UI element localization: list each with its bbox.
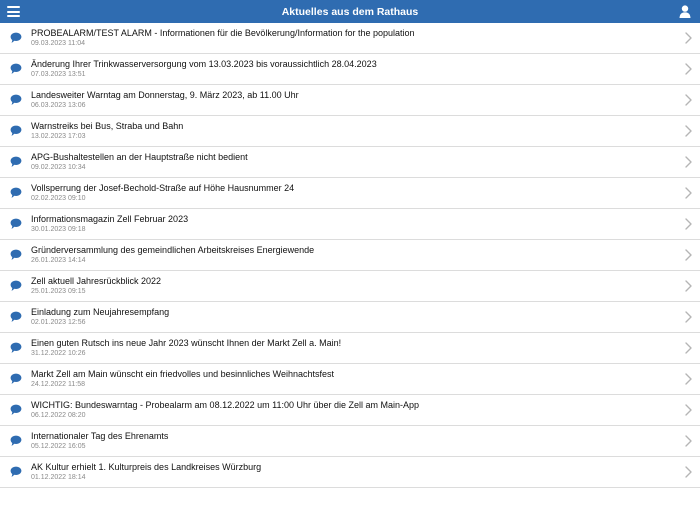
menu-icon[interactable] <box>7 6 20 17</box>
news-item-date: 02.02.2023 09:10 <box>31 195 86 202</box>
speech-bubble-icon <box>10 404 22 416</box>
news-item-title: WICHTIG: Bundeswarntag - Probealarm am 08.12.2022 um 11:00 Uhr über die Zell am Main-App <box>31 400 420 410</box>
news-list-item[interactable] <box>0 457 700 488</box>
news-list-item[interactable] <box>0 54 700 85</box>
speech-bubble-icon <box>10 187 22 199</box>
news-list <box>0 23 700 488</box>
news-item-date: 02.01.2023 12:56 <box>31 319 86 326</box>
news-list-item[interactable] <box>0 178 700 209</box>
chevron-right-icon <box>685 404 692 416</box>
chevron-right-icon <box>685 435 692 447</box>
news-item-date: 13.02.2023 17:03 <box>31 133 86 140</box>
news-item-title: Warnstreiks bei Bus, Straba und Bahn <box>31 121 184 131</box>
news-list-item[interactable] <box>0 426 700 457</box>
speech-bubble-icon <box>10 156 22 168</box>
top-bar <box>0 0 700 23</box>
news-item-title: Informationsmagazin Zell Februar 2023 <box>31 214 189 224</box>
news-item-title: Einen guten Rutsch ins neue Jahr 2023 wünscht Ihnen der Markt Zell a. Main! <box>31 338 342 348</box>
speech-bubble-icon <box>10 373 22 385</box>
chevron-right-icon <box>685 249 692 261</box>
news-list-item[interactable] <box>0 116 700 147</box>
news-list-item[interactable] <box>0 240 700 271</box>
news-list-item[interactable] <box>0 85 700 116</box>
speech-bubble-icon <box>10 466 22 478</box>
news-list-item[interactable] <box>0 395 700 426</box>
menu-icon-line <box>7 15 20 17</box>
chevron-right-icon <box>685 125 692 137</box>
chevron-right-icon <box>685 156 692 168</box>
news-list-item[interactable] <box>0 271 700 302</box>
chevron-right-icon <box>685 373 692 385</box>
chevron-right-icon <box>685 32 692 44</box>
speech-bubble-icon <box>10 125 22 137</box>
news-item-date: 26.01.2023 14:14 <box>31 257 86 264</box>
chevron-right-icon <box>685 63 692 75</box>
news-item-title: Markt Zell am Main wünscht ein friedvolles und besinnliches Weihnachtsfest <box>31 369 334 379</box>
news-item-date: 06.12.2022 08:20 <box>31 412 86 419</box>
speech-bubble-icon <box>10 311 22 323</box>
news-list-item[interactable] <box>0 302 700 333</box>
news-item-date: 06.03.2023 13:06 <box>31 102 86 109</box>
news-item-date: 01.12.2022 18:14 <box>31 474 86 481</box>
news-list-item[interactable] <box>0 147 700 178</box>
chevron-right-icon <box>685 94 692 106</box>
news-item-title: Änderung Ihrer Trinkwasserversorgung vom 13.03.2023 bis voraussichtlich 28.04.2023 <box>31 59 377 69</box>
news-list-item[interactable] <box>0 364 700 395</box>
speech-bubble-icon <box>10 94 22 106</box>
news-item-title: AK Kultur erhielt 1. Kulturpreis des Landkreises Würzburg <box>31 462 262 472</box>
speech-bubble-icon <box>10 280 22 292</box>
news-item-title: Einladung zum Neujahresempfang <box>31 307 170 317</box>
news-item-date: 30.01.2023 09:18 <box>31 226 86 233</box>
chevron-right-icon <box>685 342 692 354</box>
news-item-title: Landesweiter Warntag am Donnerstag, 9. März 2023, ab 11.00 Uhr <box>31 90 299 100</box>
menu-icon-line <box>7 6 20 8</box>
news-list-item[interactable] <box>0 23 700 54</box>
speech-bubble-icon <box>10 342 22 354</box>
news-item-title: Vollsperrung der Josef-Bechold-Straße auf Höhe Hausnummer 24 <box>31 183 295 193</box>
news-item-title: Internationaler Tag des Ehrenamts <box>31 431 169 441</box>
speech-bubble-icon <box>10 249 22 261</box>
chevron-right-icon <box>685 187 692 199</box>
news-item-title: Gründerversammlung des gemeindlichen Arbeitskreises Energiewende <box>31 245 315 255</box>
news-item-date: 07.03.2023 13:51 <box>31 71 86 78</box>
news-item-date: 05.12.2022 16:05 <box>31 443 86 450</box>
news-item-date: 25.01.2023 09:15 <box>31 288 86 295</box>
chevron-right-icon <box>685 311 692 323</box>
user-icon[interactable] <box>679 5 691 18</box>
page-title: Aktuelles aus dem Rathaus <box>281 5 419 18</box>
speech-bubble-icon <box>10 63 22 75</box>
news-item-date: 31.12.2022 10:26 <box>31 350 86 357</box>
speech-bubble-icon <box>10 218 22 230</box>
news-list-item[interactable] <box>0 209 700 240</box>
news-item-title: APG-Bushaltestellen an der Hauptstraße nicht bedient <box>31 152 248 162</box>
menu-icon-line <box>7 11 20 13</box>
chevron-right-icon <box>685 466 692 478</box>
chevron-right-icon <box>685 218 692 230</box>
chevron-right-icon <box>685 280 692 292</box>
news-list-item[interactable] <box>0 333 700 364</box>
news-item-title: PROBEALARM/TEST ALARM - Informationen für die Bevölkerung/Information for the population <box>31 28 415 38</box>
news-item-date: 09.02.2023 10:34 <box>31 164 86 171</box>
news-item-date: 09.03.2023 11:04 <box>31 40 85 47</box>
speech-bubble-icon <box>10 435 22 447</box>
news-item-title: Zell aktuell Jahresrückblick 2022 <box>31 276 162 286</box>
news-item-date: 24.12.2022 11:58 <box>31 381 85 388</box>
speech-bubble-icon <box>10 32 22 44</box>
